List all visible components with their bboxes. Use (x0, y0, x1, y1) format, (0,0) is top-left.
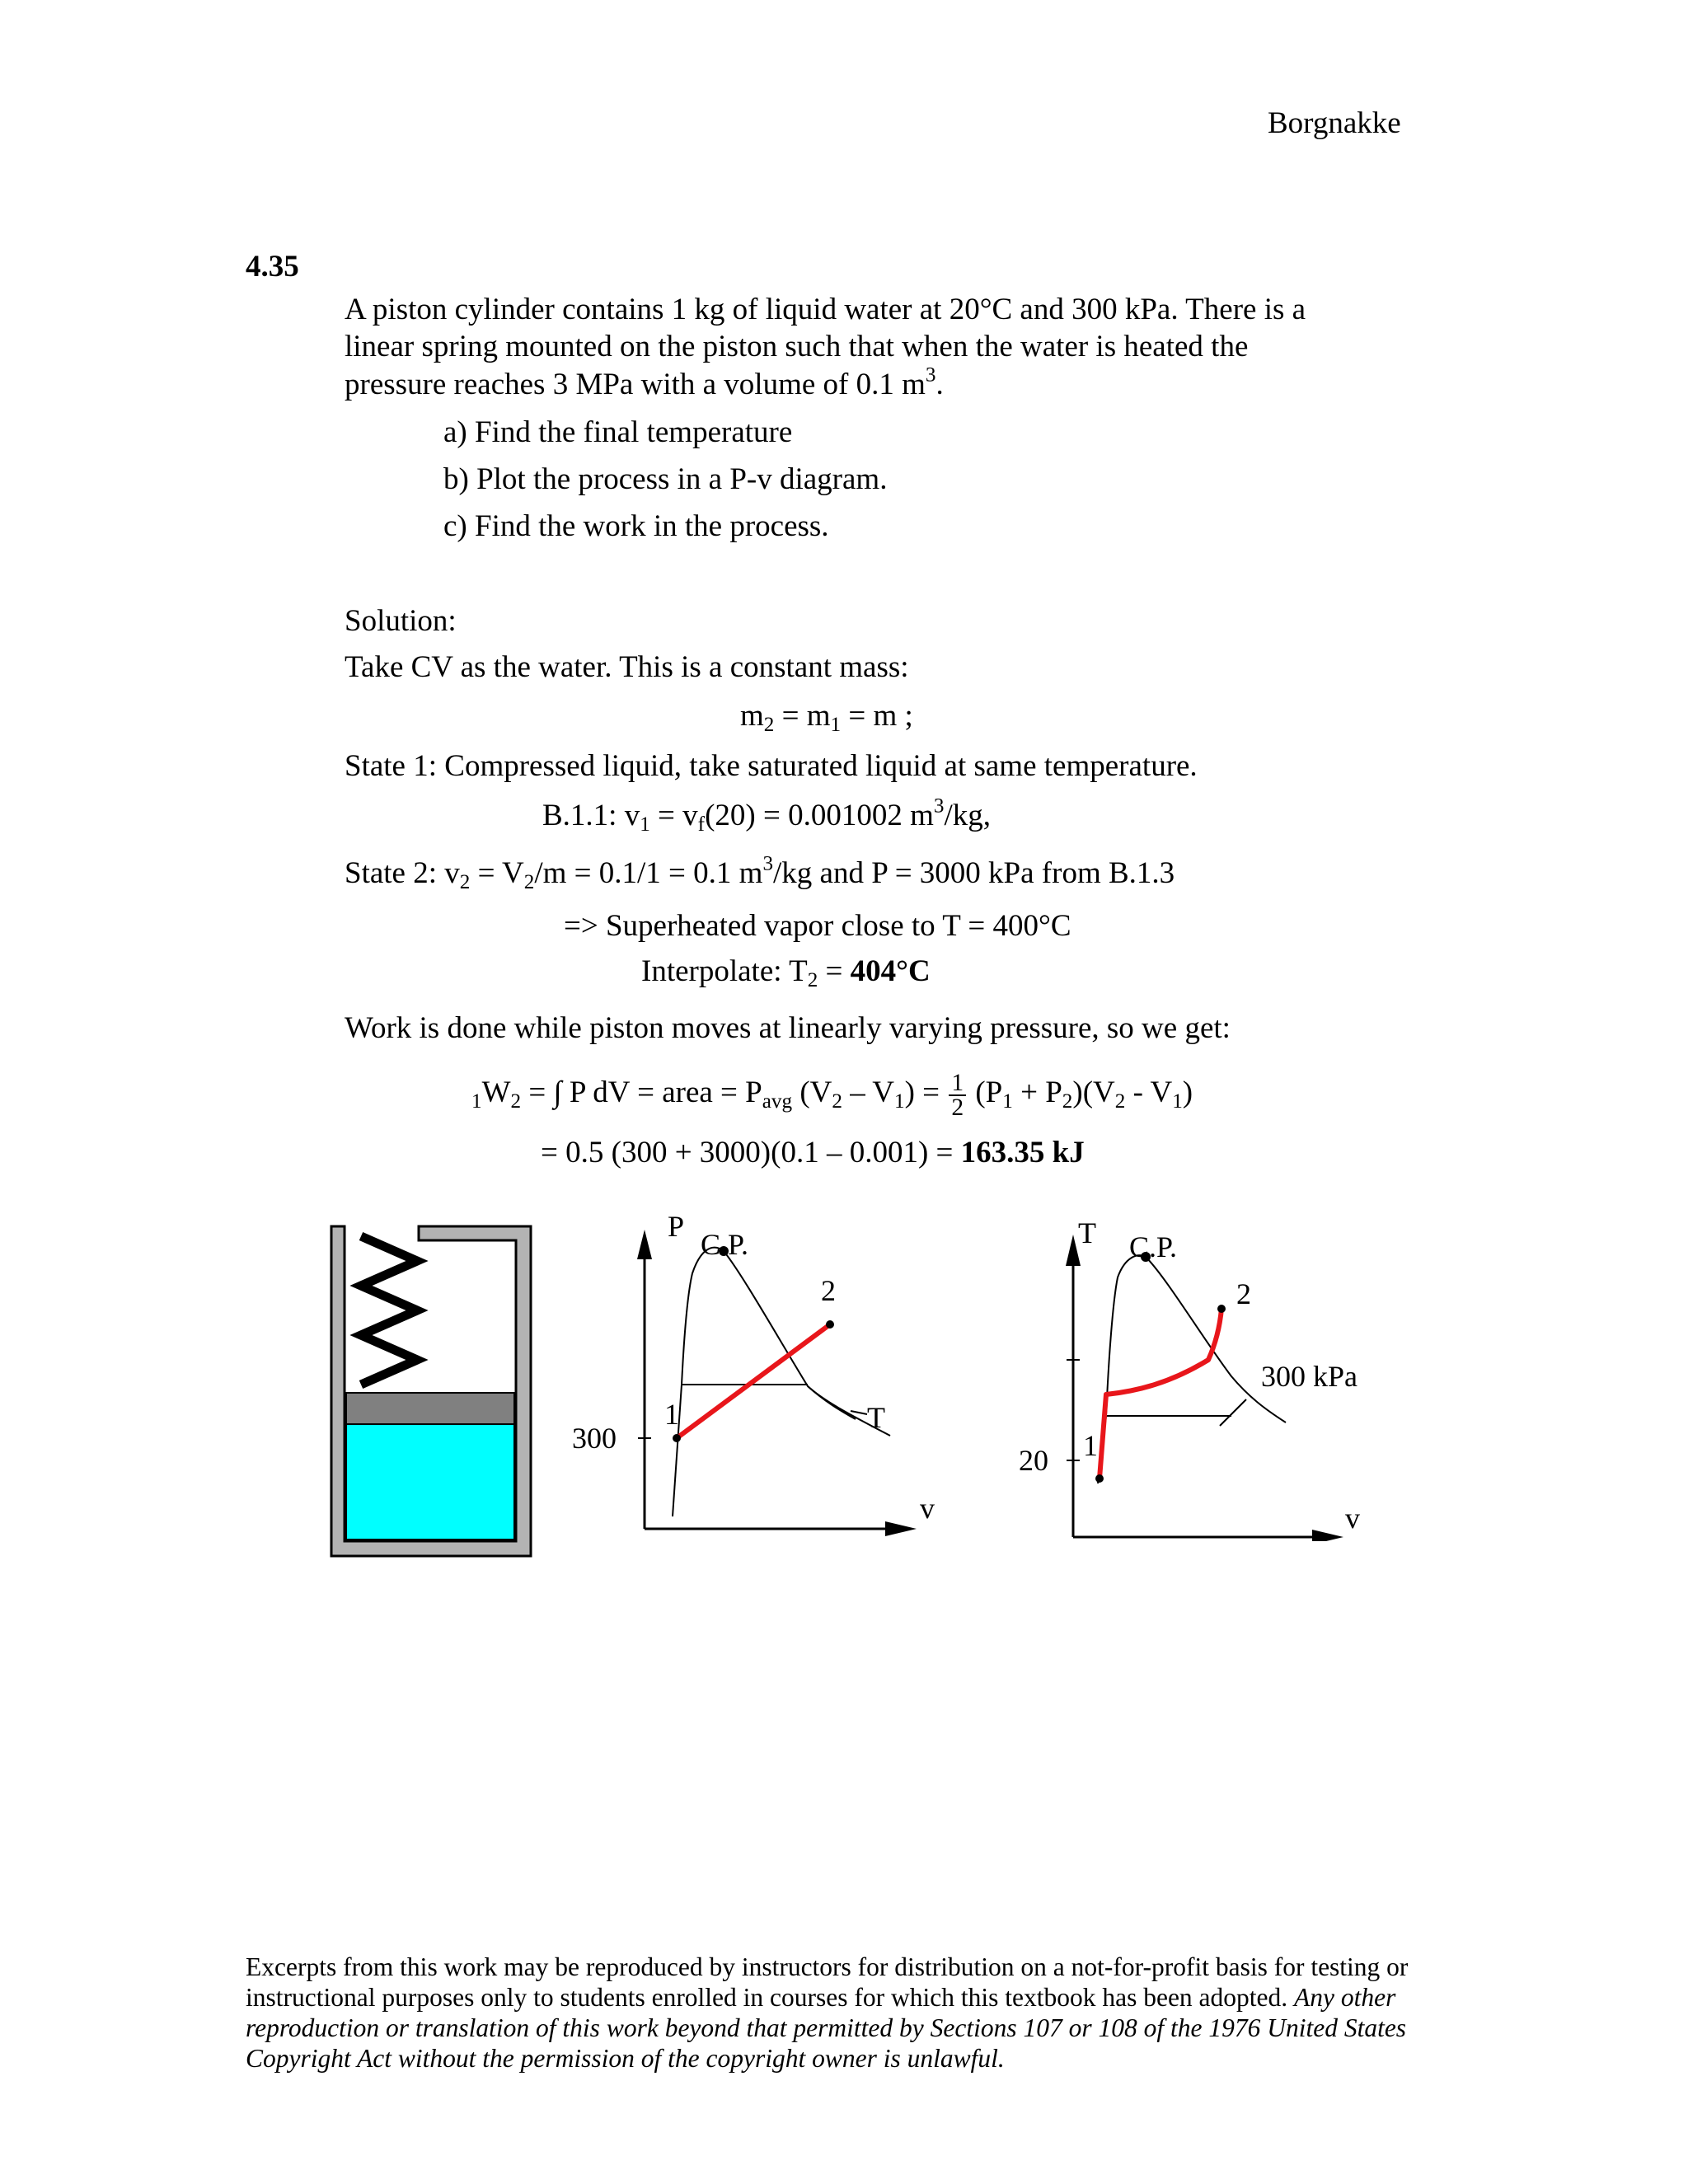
pv-process-line (677, 1324, 830, 1438)
work-equation: $_1W_2$ = ∫ P dV = area = $P_{avg}$ $(V_2 - V_1)$ = $\frac{1}{2}$ $(P_1 + P_2)(V_2 - V_1)$ (471, 1070, 1193, 1122)
problem-line-3: pressure reaches 3 MPa with a volume of 0.1 $m^3$. (345, 363, 944, 401)
part-b: b) Plot the process in a P-v diagram. (443, 462, 888, 496)
pv-isotherm-label: T (867, 1401, 885, 1434)
pv-axis-x-label: v (920, 1492, 935, 1525)
part-c: c) Find the work in the process. (443, 509, 829, 543)
tv-isobar-tick (1220, 1399, 1246, 1426)
piston (346, 1393, 514, 1424)
pv-y-arrow (637, 1230, 652, 1259)
tv-state-2-point (1217, 1305, 1226, 1313)
interpolate-text: Interpolate: $T_2 = 404^\circ C$ (641, 954, 931, 992)
work-intro: Work is done while piston moves at linearly varying pressure, so we get: (345, 1011, 1231, 1045)
pv-state-2-label: 2 (821, 1274, 836, 1307)
piston-cylinder-sketch (328, 1220, 536, 1559)
tv-state-2-label: 2 (1236, 1277, 1251, 1310)
copyright-footer: Excerpts from this work may be reproduced by instructors for distribution on a not-for-profit basis for testing or instructional purposes only to students enrolled in courses for which this textbook has been adopted. Any other reproduction or translation of this work beyond that permitted by Sections 107 or 108 of the 1976 United States Copyright Act without the permission of the copyright owner is unlawful. (246, 1952, 1409, 2073)
mass-equation: $m_2 = m_1 = m$ ; (740, 699, 913, 737)
b11-lookup: B.1.1: $v_1 = v_f(20) = 0.001002$ $m^3/kg$, (542, 794, 991, 837)
pv-diagram (560, 1212, 940, 1541)
tv-tick-label: 20 (1019, 1444, 1048, 1477)
tv-state-1-label: 1 (1083, 1429, 1098, 1462)
problem-number: 4.35 (246, 250, 299, 284)
state-1-text: State 1: Compressed liquid, take saturated liquid at same temperature. (345, 749, 1198, 783)
pv-isotherm-tick (851, 1411, 867, 1414)
spring (361, 1236, 417, 1385)
header-author: Borgnakke (1268, 106, 1401, 140)
tv-process-line (1100, 1309, 1221, 1479)
pv-saturation-dome (682, 1248, 856, 1419)
one-half-fraction: $\frac{1}{2}$ (949, 1071, 966, 1119)
tv-diagram (1014, 1212, 1393, 1541)
tv-state-1-point (1095, 1474, 1104, 1483)
tv-x-arrow (1312, 1530, 1343, 1541)
tv-axis-y-label: T (1078, 1216, 1096, 1249)
solution-cv: Take CV as the water. This is a constant mass: (345, 650, 909, 684)
pv-state-1-label: 1 (664, 1398, 679, 1431)
pv-state-2-point (826, 1320, 834, 1329)
pv-axis-y-label: P (668, 1212, 685, 1243)
work-calculation: = 0.5 (300 + 3000)(0.1 – 0.001) = 163.35 kJ (541, 1136, 1085, 1169)
pv-cp-label: C.P. (701, 1228, 749, 1261)
tv-saturation-dome (1106, 1255, 1286, 1422)
problem-line-1: A piston cylinder contains 1 kg of liquid water at 20°C and 300 kPa. There is a (345, 293, 1306, 326)
superheated-text: => Superheated vapor close to T = 400°C (564, 909, 1071, 943)
tv-cp-label: C.P. (1129, 1230, 1178, 1263)
part-a: a) Find the final temperature (443, 415, 793, 449)
state-2-text: State 2: $v_2 = V_2/m = 0.1/1 = 0.1$ $m^3/kg$ and P = 3000 kPa from B.1.3 (345, 852, 1175, 894)
pv-state-1-point (673, 1434, 681, 1442)
water-region (346, 1424, 514, 1540)
pv-tick-label: 300 (572, 1422, 617, 1455)
pv-x-arrow (885, 1521, 917, 1536)
tv-isobar-label: 300 kPa (1261, 1360, 1357, 1393)
solution-heading: Solution: (345, 604, 457, 638)
tv-axis-x-label: v (1345, 1502, 1360, 1535)
problem-line-2: linear spring mounted on the piston such that when the water is heated the (345, 330, 1249, 363)
